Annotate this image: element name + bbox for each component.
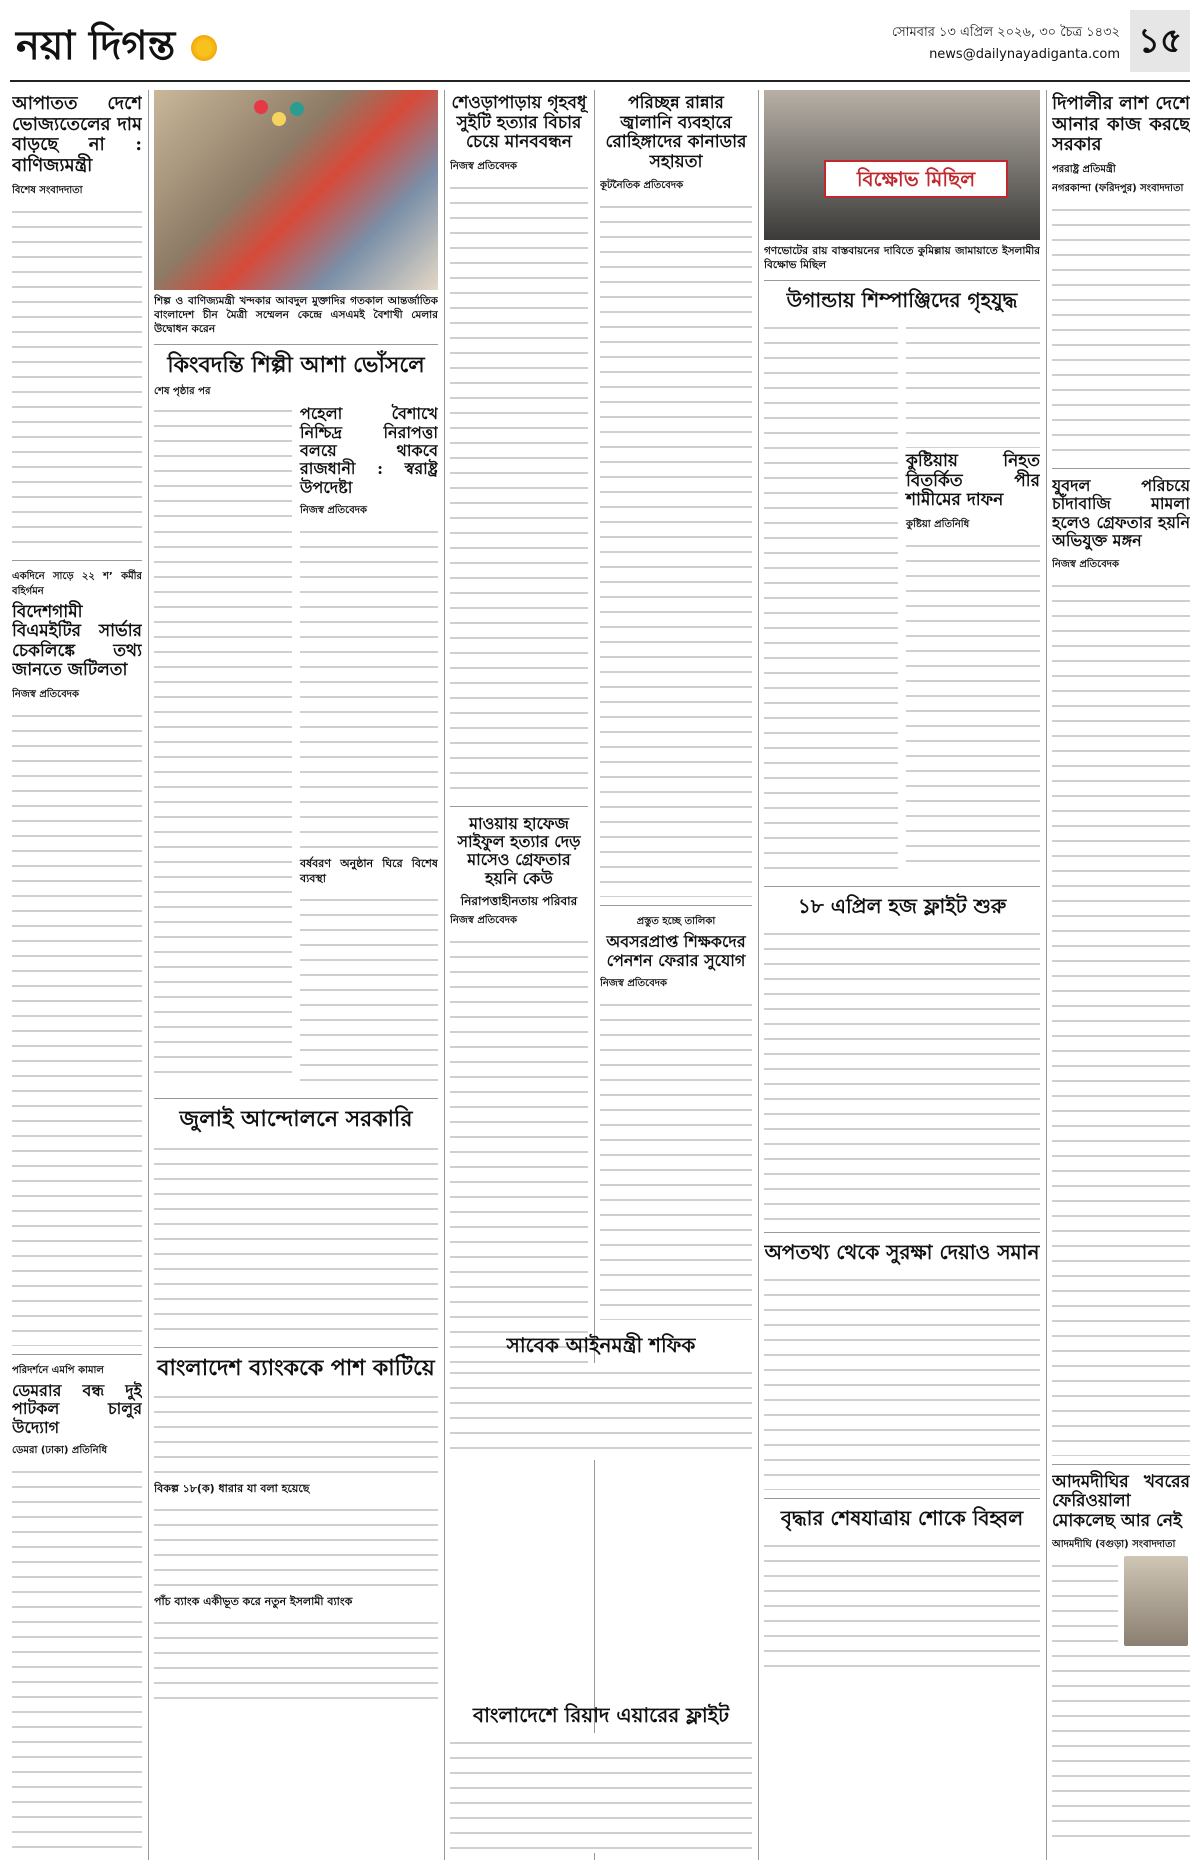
article-body <box>764 1536 1040 1676</box>
column-6 <box>1052 90 1190 1860</box>
byline: নিজস্ব প্রতিবেদক <box>300 505 368 517</box>
byline: নিজস্ব প্রতিবেদক <box>12 688 80 700</box>
headline-sweety-murder: শেওড়াপাড়ায় গৃহবধূ সুইটি হত্যার বিচার চেয়ে মানববন্ধন <box>451 93 587 153</box>
headline-jubodal-extortion: যুবদল পরিচয়ে চাঁদাবাজি মামলা হলেও গ্রেফতার হয়নি অভিযুক্ত মঙ্গন <box>1052 476 1190 551</box>
subhead: বর্ষবরণ অনুষ্ঠান ঘিরে বিশেষ ব্যবস্থা <box>300 857 438 886</box>
headline-misinformation: অপতথ্য থেকে সুরক্ষা দেয়াও সমান <box>764 1240 1040 1264</box>
byline: ডেমরা (ঢাকা) প্রতিনিধি <box>12 1445 108 1457</box>
article-body <box>906 318 1040 448</box>
headline-demra-jute-mill: ডেমরার বন্ধ দুই পাটকল চালুর উদ্যোগ <box>12 1380 142 1437</box>
headline-teacher-pension: অবসরপ্রাপ্ত শিক্ষকদের পেনশন ফেরার সুযোগ <box>606 932 746 970</box>
article-body <box>764 924 1040 1224</box>
headline-hafez-saiful: মাওয়ায় হাফেজ সাইফুল হত্যার দেড় মাসেও গ্রেফতার হয়নি কেউ <box>457 813 581 888</box>
article-body <box>154 401 292 521</box>
article-body <box>600 995 752 1320</box>
article-body <box>764 318 898 878</box>
subhead: পাঁচ ব্যাংক একীভূত করে নতুন ইসলামী ব্যাংক <box>154 1594 353 1608</box>
column-divider <box>444 90 445 1860</box>
article-body <box>1052 1646 1190 1846</box>
article-body <box>450 1363 752 1460</box>
subhead: নিরাপত্তাহীনতায় পরিবার <box>460 894 578 909</box>
dateline <box>892 22 1120 66</box>
newspaper-logo <box>16 14 219 81</box>
article-body <box>450 932 588 1372</box>
logo-text: নয়া দিগন্ত <box>16 23 176 69</box>
article-body <box>1052 1556 1118 1646</box>
headline-july-movement: জুলাই আন্দোলনে সরকারি <box>179 1106 413 1133</box>
article-body <box>154 1613 438 1703</box>
article-body <box>154 1139 438 1339</box>
photo-caption: শিল্প ও বাণিজ্যমন্ত্রী খন্দকার আবদুল মুক্তাদির গতকাল আন্তর্জাতিক বাংলাদেশ চীন মৈত্রী সম্মেলন কেন্দ্রে এসএমই বৈশাখী মেলার উদ্বোধন করেন <box>154 295 438 335</box>
article-body <box>12 1462 142 1860</box>
byline: নিজস্ব প্রতিবেদক <box>450 160 518 172</box>
kicker: পরিদর্শনে এমপি কামাল <box>12 1364 104 1376</box>
byline: নিজস্ব প্রতিবেদক <box>1052 558 1120 570</box>
headline-riyadh-air: বাংলাদেশে রিয়াদ এয়ারের ফ্লাইট <box>472 1703 730 1727</box>
article-body <box>450 178 588 798</box>
masthead <box>10 8 1190 82</box>
subhead: বিকল্প ১৮(ক) ধারার যা বলা হয়েছে <box>154 1481 310 1495</box>
byline: নিজস্ব প্রতিবেদক <box>450 915 518 927</box>
article-body <box>906 536 1040 866</box>
headline-old-woman-funeral: বৃদ্ধার শেষযাত্রায় শোকে বিহ্বল <box>780 1506 1024 1530</box>
headline-rohingya-fuel: পরিচ্ছন্ন রান্নার জ্বালানি ব্যবহারে রোহিঙ্গাদের কানাডার সহায়তা <box>605 93 747 172</box>
byline: কূটনৈতিক প্রতিবেদক <box>600 180 684 192</box>
sme-fair-photo <box>154 90 438 290</box>
article-body <box>154 1387 438 1477</box>
protest-photo <box>764 90 1040 240</box>
column-1 <box>12 90 142 1860</box>
photo-caption: গণভোটের রায় বাস্তবায়নের দাবিতে কুমিল্লায় জামায়াতে ইসলামীর বিক্ষোভ মিছিল <box>764 245 1040 271</box>
byline: পররাষ্ট্র প্রতিমন্ত্রী <box>1052 164 1116 176</box>
article-body <box>300 890 438 1090</box>
riyadh-air-story <box>450 1700 752 1860</box>
issue-date: সোমবার ১৩ এপ্রিল ২০২৬, ৩০ চৈত্র ১৪৩২ <box>891 25 1120 40</box>
kicker: একদিনে সাড়ে ২২ শ’ কর্মীর বহির্গমন <box>12 570 142 597</box>
article-body <box>12 202 142 552</box>
headline-asha-bhosle: কিংবদন্তি শিল্পী আশা ভোঁসলে <box>167 352 425 378</box>
headline-boishakh-security: পহেলা বৈশাখে নিশ্চিদ্র নিরাপত্তা বলয়ে থাকবে রাজধানী : স্বরাষ্ট্র উপদেষ্টা <box>300 404 438 497</box>
article-body <box>1052 200 1190 460</box>
headline-kushtia-pir: কুষ্টিয়ায় নিহত বিতর্কিত পীর শামীমের দাফন <box>906 451 1040 511</box>
contact-email: news@dailynayadiganta.com <box>929 47 1120 62</box>
continued-label: শেষ পৃষ্ঠার পর <box>154 386 211 398</box>
article-body <box>300 522 438 852</box>
byline: কুষ্টিয়া প্রতিনিধি <box>906 518 970 530</box>
headline-former-law-minister: সাবেক আইনমন্ত্রী শফিক <box>506 1333 696 1357</box>
article-body <box>12 706 142 1346</box>
article-body <box>154 522 292 1082</box>
article-body <box>764 1270 1040 1490</box>
law-minister-story <box>450 1330 752 1460</box>
sun-icon <box>191 35 217 61</box>
article-body <box>450 1733 752 1853</box>
column-4 <box>600 90 752 1320</box>
column-3 <box>450 90 588 1860</box>
headline-dipali-body: দিপালীর লাশ দেশে আনার কাজ করছে সরকার <box>1052 93 1190 156</box>
headline-bmet-server: বিদেশগামী বিএমইটির সার্ভার চেকলিঙ্কে তথ্য জানতে জটিলতা <box>12 601 142 681</box>
headline-edible-oil: আপাতত দেশে ভোজ্যতেলের দাম বাড়ছে না : বাণিজ্যমন্ত্রী <box>12 93 142 177</box>
column-divider <box>594 90 595 1860</box>
byline: বিশেষ সংবাদদাতা <box>12 184 83 196</box>
kicker: প্রস্তুত হচ্ছে তালিকা <box>636 916 716 928</box>
column-divider <box>148 90 149 1860</box>
headline-newspaper-hawker: আদমদীঘির খবরের ফেরিওয়ালা মোকলেছ আর নেই <box>1052 1471 1190 1531</box>
column-2 <box>154 90 438 1860</box>
column-divider <box>758 90 759 1860</box>
byline: নিজস্ব প্রতিবেদক <box>600 977 668 989</box>
byline: নগরকান্দা (ফরিদপুর) সংবাদদাতা <box>1052 183 1184 195</box>
column-divider <box>1046 90 1047 1860</box>
headline-hajj-flight: ১৮ এপ্রিল হজ ফ্লাইট শুরু <box>797 894 1007 918</box>
article-body <box>154 1500 438 1590</box>
headline-bangladesh-bank: বাংলাদেশ ব্যাংককে পাশ কাটিয়ে <box>157 1354 435 1381</box>
protest-banner: বিক্ষোভ মিছিল <box>824 160 1008 198</box>
article-body <box>600 197 752 897</box>
headline-uganda-chimps: উগান্ডায় শিম্পাঞ্জিদের গৃহযুদ্ধ <box>786 288 1018 312</box>
column-5 <box>764 90 1040 1860</box>
article-body <box>1052 576 1190 1456</box>
page-number: ১৫ <box>1130 10 1190 72</box>
byline: আদমদীঘি (বগুড়া) সংবাদদাতা <box>1052 1539 1176 1551</box>
portrait-photo <box>1124 1556 1188 1646</box>
